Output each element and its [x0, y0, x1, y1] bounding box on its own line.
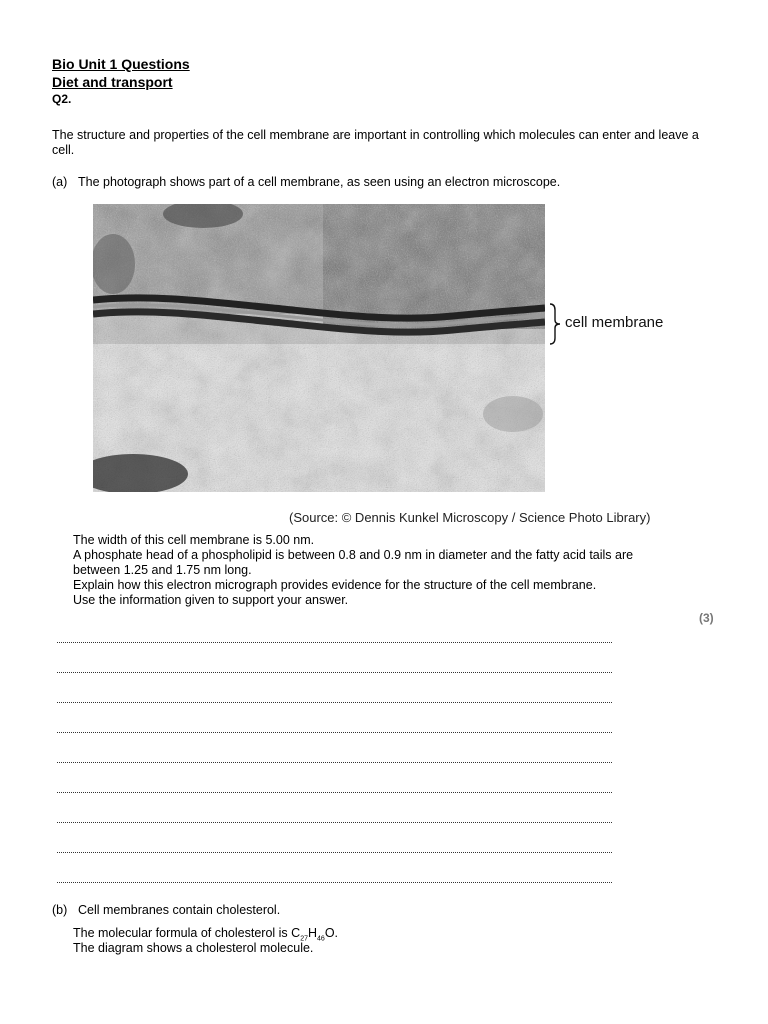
- electron-micrograph-image: [93, 204, 545, 492]
- info-line: Use the information given to support your answer.: [73, 593, 349, 607]
- answer-line-8[interactable]: [57, 852, 612, 853]
- formula-carbon-count: 27: [300, 935, 308, 943]
- info-line: The width of this cell membrane is 5.00 nm.: [73, 533, 315, 547]
- diagram-intro: The diagram shows a cholesterol molecule.: [73, 941, 314, 955]
- part-a-prompt: The photograph shows part of a cell membrane, as seen using an electron microscope.: [78, 175, 561, 189]
- answer-line-1[interactable]: [57, 642, 612, 643]
- question-number: Q2.: [52, 92, 72, 106]
- info-line: Explain how this electron micrograph provides evidence for the structure of the cell membrane.: [73, 578, 597, 592]
- cell-membrane-label: cell membrane: [565, 314, 664, 331]
- part-b-label: (b): [52, 903, 68, 917]
- part-a-label: (a): [52, 175, 68, 189]
- intro-text: The structure and properties of the cell membrane are important in controlling which molecules can enter and leave a cell.: [52, 128, 699, 157]
- unit-title: Bio Unit 1 Questions: [52, 56, 190, 72]
- answer-line-3[interactable]: [57, 702, 612, 703]
- answer-line-4[interactable]: [57, 732, 612, 733]
- topic-title: Diet and transport: [52, 74, 173, 90]
- part-b-prompt: Cell membranes contain cholesterol.: [78, 903, 281, 917]
- answer-line-5[interactable]: [57, 762, 612, 763]
- image-source-credit: (Source: © Dennis Kunkel Microscopy / Science Photo Library): [289, 510, 651, 525]
- answer-line-7[interactable]: [57, 822, 612, 823]
- info-line: between 1.25 and 1.75 nm long.: [73, 563, 252, 577]
- answer-line-6[interactable]: [57, 792, 612, 793]
- part-a-info: [73, 533, 723, 608]
- answer-line-2[interactable]: [57, 672, 612, 673]
- formula-hydrogen: H: [307, 926, 318, 940]
- formula-hydrogen-count: 46: [317, 935, 325, 943]
- answer-line-9[interactable]: [57, 882, 612, 883]
- formula-text: The molecular formula of cholesterol is C: [73, 926, 301, 940]
- formula-oxygen: O.: [324, 926, 339, 940]
- marks-indicator: (3): [699, 611, 714, 625]
- membrane-bracket-icon: [547, 302, 563, 346]
- info-line: A phosphate head of a phospholipid is between 0.8 and 0.9 nm in diameter and the fatty acid tails are: [73, 548, 634, 562]
